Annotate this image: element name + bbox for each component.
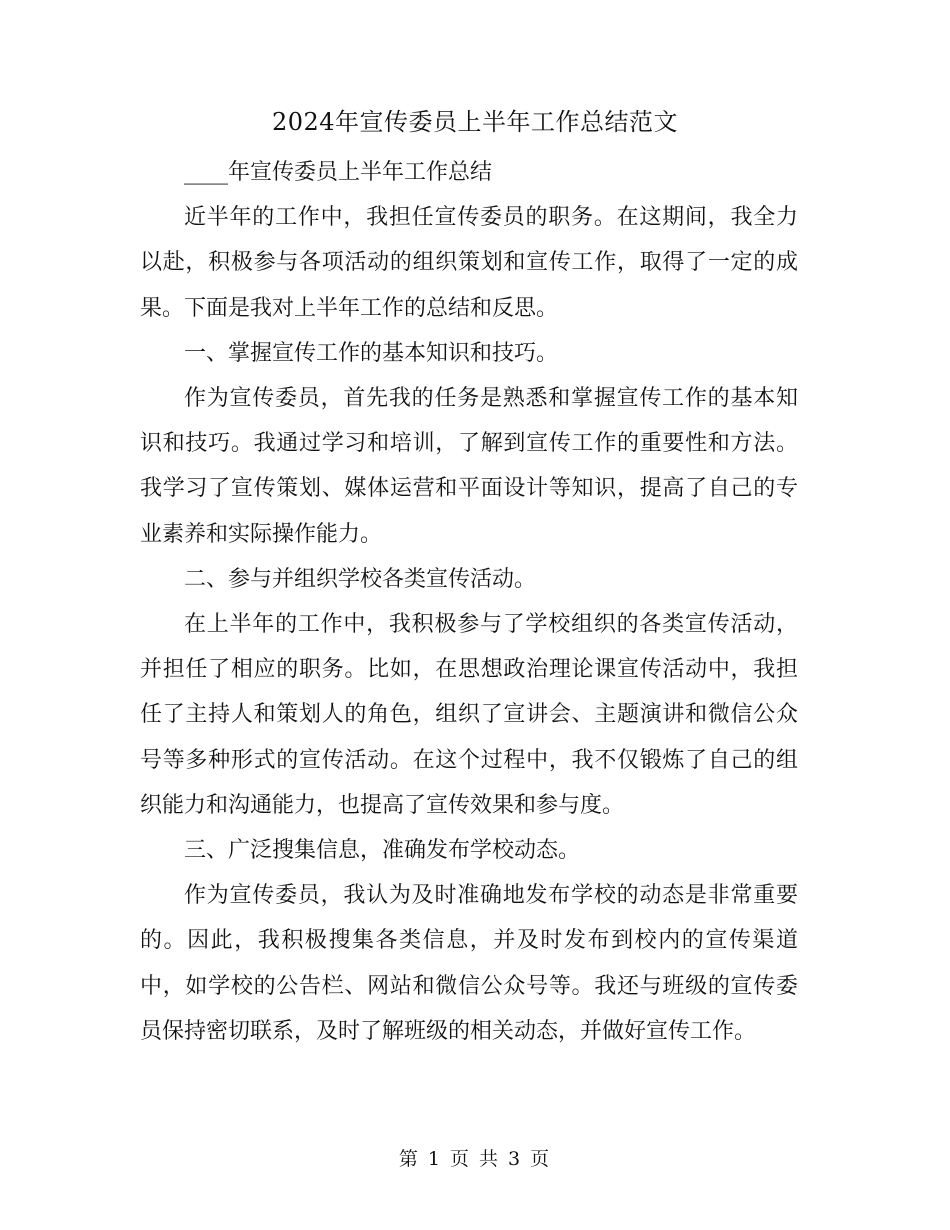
document-title: 2024年宣传委员上半年工作总结范文 — [271, 108, 679, 136]
paragraph-subtitle: ____年宣传委员上半年工作总结 — [184, 160, 493, 185]
document-body — [140, 150, 798, 1054]
section-heading-2: 二、参与并组织学校各类宣传活动。 — [184, 566, 537, 592]
paragraph-intro: 近半年的工作中，我担任宣传委员的职务。在这期间，我全力以赴，积极参与各项活动的组织策划和宣传工作，取得了一定的成果。下面是我对上半年工作的总结和反思。 — [140, 205, 798, 321]
section-heading-1: 一、掌握宣传工作的基本知识和技巧。 — [184, 340, 559, 366]
paragraph-section-1: 作为宣传委员，首先我的任务是熟悉和掌握宣传工作的基本知识和技巧。我通过学习和培训，了解到宣传工作的重要性和方法。我学习了宣传策划、媒体运营和平面设计等知识，提高了自己的专业素养和实际操作能力。 — [140, 386, 798, 547]
paragraph-section-3: 作为宣传委员，我认为及时准确地发布学校的动态是非常重要的。因此，我积极搜集各类信息，并及时发布到校内的宣传渠道中，如学校的公告栏、网站和微信公众号等。我还与班级的宣传委员保持密切联系，及时了解班级的相关动态，并做好宣传工作。 — [140, 883, 798, 1044]
paragraph-section-2: 在上半年的工作中，我积极参与了学校组织的各类宣传活动，并担任了相应的职务。比如，在思想政治理论课宣传活动中，我担任了主持人和策划人的角色，组织了宣讲会、主题演讲和微信公众号等多种形式的宣传活动。在这个过程中，我不仅锻炼了自己的组织能力和沟通能力，也提高了宣传效果和参与度。 — [140, 612, 798, 818]
section-heading-3: 三、广泛搜集信息，准确发布学校动态。 — [184, 838, 581, 864]
page-number-footer: 第 1 页 共 3 页 — [398, 1148, 552, 1170]
